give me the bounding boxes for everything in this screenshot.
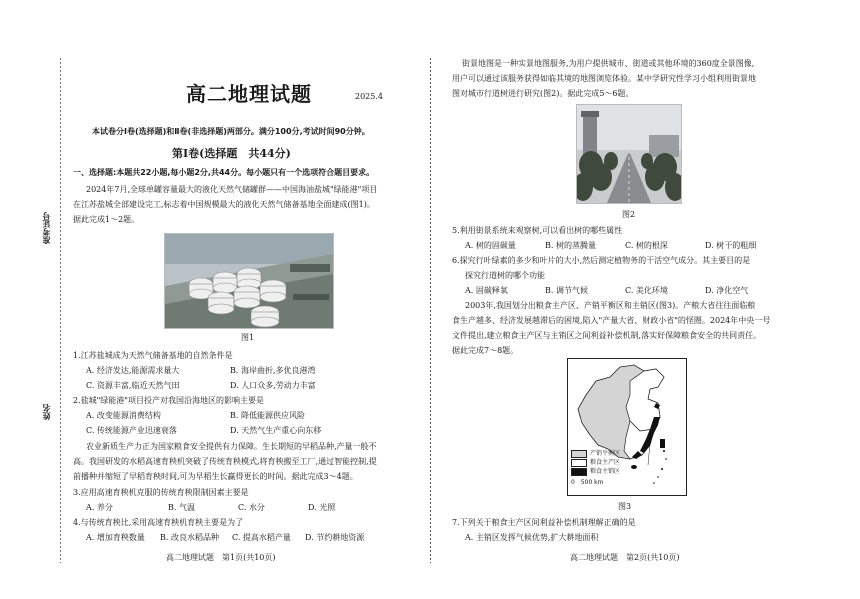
q2-option-d: D. 天然气生产重心向东移: [230, 426, 322, 435]
q6-option-d: D. 净化空气: [705, 286, 749, 295]
q5-option-a: A. 树的固碳量: [465, 241, 516, 250]
q4-option-d: D. 节约耕地资源: [305, 533, 365, 542]
q5-option-b: B. 树的蒸腾量: [545, 241, 596, 250]
passage-4-line-4: 据此完成7～8题。: [452, 346, 519, 355]
passage-3-line-2: 用户可以通过该服务获得如临其境的地图浏览体验。某中学研究性学习小组利用街景地: [452, 74, 756, 83]
map-scale: [571, 478, 620, 487]
passage-1-line-3: 据此完成1～2题。: [73, 215, 140, 224]
legend-item-main-sales: [571, 467, 620, 476]
figure-3-grain-zone-map: [567, 358, 687, 496]
section-heading: 第Ⅰ卷(选择题 共44分): [172, 147, 291, 160]
figure-2-caption: 图2: [622, 210, 636, 219]
q3-option-c: C. 水分: [238, 503, 265, 512]
question-2: 2.盐城"绿能港"项目投产对我国沿海地区的影响主要是: [73, 396, 264, 405]
passage-1-line-2: 在江苏盐城全部建设完工,标志着中国规模最大的液化天然气储备基地全面建成(图1)。: [73, 200, 375, 209]
q5-option-c: C. 树的根深: [625, 241, 668, 250]
map-legend: [571, 449, 620, 487]
q4-option-c: C. 提高水稻产量: [232, 533, 291, 542]
passage-3-line-3: 图对城市行道树进行研究(图2)。据此完成5～6题。: [452, 89, 634, 98]
legend-item-main-production: [571, 458, 620, 467]
question-7: 7.下列关于粮食主产区间利益补偿机制理解正确的是: [452, 518, 636, 527]
exam-date: 2025.4: [355, 92, 383, 101]
page-title: 高二地理试题: [186, 82, 312, 106]
figure-1-caption: 图1: [241, 333, 255, 342]
q4-option-b: B. 改良水稻品种: [160, 533, 219, 542]
legend-item-balance: [571, 449, 620, 458]
exam-number-label: 准考证号: [42, 212, 51, 244]
passage-4-line-2: 食生产越多、经济发展越滞后的困境,陷入"产量大省、财政小省"的怪圈。2024年中央一号: [452, 316, 771, 325]
passage-2-line-3: 前播种并缩短了早稻育秧时间,可为早稻生长赢得更长的时间。据此完成3～4题。: [73, 472, 358, 481]
column-divider: [430, 58, 431, 563]
q4-option-a: A. 增加育秧数量: [86, 533, 145, 542]
q5-option-d: D. 树干的粗细: [705, 241, 757, 250]
q6-option-a: A. 固碳释氧: [465, 286, 508, 295]
question-5: 5.利用街景系统来观察树,可以看出树的哪些属性: [452, 226, 623, 235]
legend-label-main-sales: 粮食主销区: [590, 468, 621, 475]
passage-2-line-2: 高。我国研发的水稻高速育秧机突破了传统育秧模式,将育秧搬至工厂,通过智能控制,提: [73, 457, 377, 466]
q1-option-c: C. 资源丰富,临近天然气田: [86, 381, 180, 390]
binding-margin-line: [60, 58, 61, 563]
figure-2-street-view-photo: [576, 104, 682, 204]
q6-option-b: B. 调节气候: [545, 286, 588, 295]
q3-option-d: D. 光照: [308, 503, 336, 512]
question-6-line-1: 6.探究行叶绿素的多少和叶片的大小,然后测定植物务的干活空气成分。其主要目的是: [452, 256, 751, 265]
passage-4-line-3: 文件提出,建立粮食主产区与主销区之间利益补偿机制,落实好保障粮食安全的共同责任。: [452, 331, 762, 340]
question-3: 3.应用高速育秧机克服的传统育秧限制因素主要是: [73, 488, 249, 497]
passage-4-line-1: 2003年,我国划分出粮食主产区、产销平衡区和主销区(图3)。产粮大省往往面临粮: [465, 301, 756, 310]
question-6-line-2: 探究行道树的哪个功能: [465, 271, 545, 280]
q2-option-c: C. 传统能源产业迅速衰落: [86, 426, 177, 435]
passage-3-line-1: 街景地图是一种实景地图服务,为用户提供城市、街道或其他环境的360度全景图像,: [462, 59, 755, 68]
section-instructions: 一、选择题:本题共22小题,每小题2分,共44分。每小题只有一个选项符合题目要求。: [73, 168, 375, 177]
q2-option-b: B. 降低能源供应风险: [230, 411, 305, 420]
question-4: 4.与传统育秧比,采用高速育秧机育秧主要是为了: [73, 518, 244, 527]
map-scale-label: 0 500 km: [571, 479, 604, 486]
q3-option-a: A. 养分: [86, 503, 113, 512]
q1-option-b: B. 海岸曲折,多优良港湾: [230, 366, 316, 375]
left-page-footer: 高二地理试题 第1页(共10页): [166, 553, 276, 562]
figure-1-lng-tanks-photo: [164, 233, 334, 329]
q2-option-a: A. 改变能源消费结构: [86, 411, 161, 420]
question-1: 1.江苏盐城成为天然气储备基地的自然条件是: [73, 351, 233, 360]
exam-intro: 本试卷分Ⅰ卷(选择题)和Ⅱ卷(非选择题)两部分。满分100分,考试时间90分钟。: [92, 127, 370, 136]
figure-3-caption: 图3: [618, 502, 632, 511]
q3-option-b: B. 气温: [168, 503, 195, 512]
q1-option-a: A. 经济发达,能源需求量大: [86, 366, 180, 375]
name-label: 姓名: [42, 404, 51, 420]
legend-label-balance: 产销平衡区: [590, 450, 621, 457]
q6-option-c: C. 美化环境: [625, 286, 668, 295]
legend-label-main-production: 粮食主产区: [590, 459, 621, 466]
passage-2-line-1: 农业新质生产力正为国家粮食安全提供有力保障。生长期短的早稻品种,产量一般不: [86, 442, 377, 451]
q7-option-a: A. 主销区发挥气候优势,扩大耕地面积: [465, 533, 599, 542]
right-page-footer: 高二地理试题 第2页(共10页): [570, 553, 680, 562]
passage-1-line-1: 2024年7月,全球单罐容量最大的液化天然气储罐群——中国海油盐城"绿能港"项目: [86, 185, 378, 194]
q1-option-d: D. 人口众多,劳动力丰富: [230, 381, 316, 390]
